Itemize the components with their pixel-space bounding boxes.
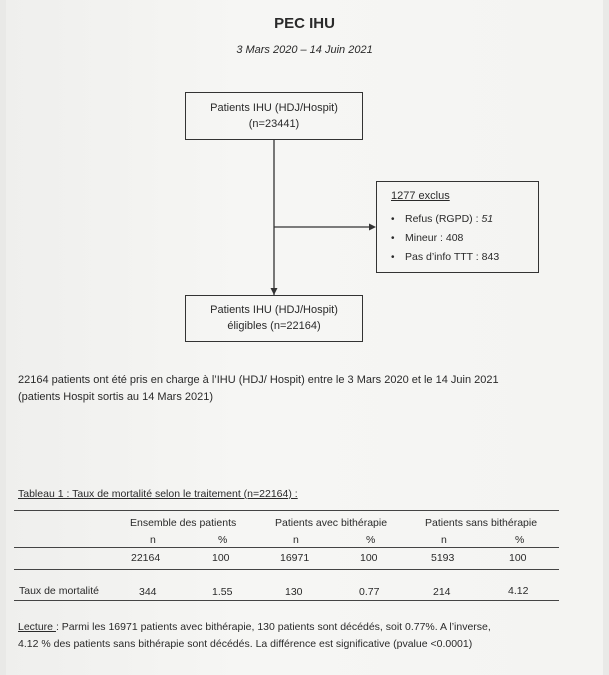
table-subheader-percent: % [366,534,376,546]
excluded-item-label: Refus (RGPD) : [405,213,482,225]
reading-note [18,619,588,653]
table-subheader-percent: % [515,534,525,546]
table-cell: 100 [509,552,527,564]
reading-note-line2: 4.12 % des patients sans bithérapie sont décédés. La différence est significative (pvalue <0.0001) [18,638,473,650]
excluded-item [391,229,538,248]
flow-box-eligible-line2: éligibles (n=22164) [227,320,321,332]
table-cell: 16971 [280,552,310,564]
excluded-item-value: 51 [481,213,494,225]
flow-box-eligible-patients [185,295,363,342]
table-cell: 1.55 [212,586,233,598]
bullet-icon: • [391,252,395,263]
excluded-item-label: Mineur : [405,232,446,244]
excluded-item [391,248,538,267]
flow-box-total-line2: (n=23441) [248,118,300,130]
reading-note-text1: : Parmi les 16971 patients avec bithérapie, 130 patients sont décédés, soit 0.77%. A l’inverse, [55,621,491,633]
excluded-item [391,210,538,229]
bullet-icon: • [391,233,395,244]
table-cell: 100 [212,552,230,564]
table-subheader-n: n [293,534,299,546]
table-header-rule [14,547,559,548]
table-cell: 5193 [431,552,455,564]
table-top-rule [14,510,559,511]
excluded-heading: 1277 exclus [391,190,450,202]
study-period: 3 Mars 2020 – 14 Juin 2021 [236,44,373,56]
table-cell: 0.77 [359,586,380,598]
bullet-icon: • [391,214,395,225]
summary-line2: (patients Hospit sortis au 14 Mars 2021) [18,391,214,403]
flow-box-total-patients [185,92,363,140]
table-subheader-percent: % [218,534,228,546]
table-group-header-with-bitherapy: Patients avec bithérapie [275,517,388,529]
excluded-item-label: Pas d’info TTT : [405,251,482,263]
table-bottom-rule [14,600,559,601]
table-cell: 344 [139,586,157,598]
table-group-header-all: Ensemble des patients [130,517,237,529]
excluded-item-value: 408 [445,232,464,244]
arrow-head-down [271,288,278,295]
excluded-list [391,210,538,267]
table-cell: 130 [285,586,303,598]
summary-paragraph [18,372,578,406]
arrow-head-right [369,224,376,231]
table-row-rule [14,569,559,570]
table-caption: Tableau 1 : Taux de mortalité selon le traitement (n=22164) : [18,488,298,500]
table-cell: 4.12 [508,585,529,597]
flow-box-total-line1: Patients IHU (HDJ/Hospit) [210,102,338,114]
excluded-item-value: 843 [481,251,500,263]
summary-line1: 22164 patients ont été pris en charge à l’IHU (HDJ/ Hospit) entre le 3 Mars 2020 et le 14 Juin 2021 [18,374,499,386]
table-group-header-without-bitherapy: Patients sans bithérapie [425,517,538,529]
table-row-label: Taux de mortalité [19,585,99,597]
table-subheader-n: n [441,534,447,546]
table-cell: 22164 [131,552,161,564]
table-cell: 214 [433,586,451,598]
flow-box-eligible-line1: Patients IHU (HDJ/Hospit) [210,304,338,316]
reading-note-label: Lecture [18,621,56,633]
document-title: PEC IHU [274,15,335,32]
table-cell: 100 [360,552,378,564]
table-subheader-n: n [150,534,156,546]
flow-box-excluded [376,181,539,273]
reading-note-line1 [18,619,588,636]
